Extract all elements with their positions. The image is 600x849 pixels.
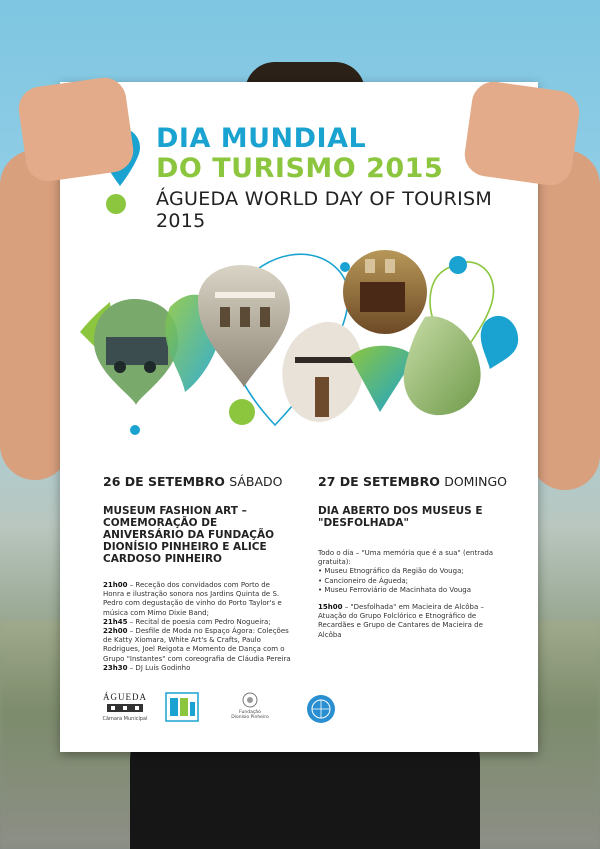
day1-date: 26 DE SETEMBRO xyxy=(103,474,225,489)
fundacao-logo: Fundação Dionísio Pinheiro xyxy=(220,692,280,720)
day1-program xyxy=(103,581,293,673)
program-item: 23h30 – DJ Luís Godinho xyxy=(103,663,191,672)
day1-column xyxy=(103,474,293,673)
museum-item: • Museu Ferroviário de Macinhata do Vouga xyxy=(318,585,472,594)
program-item: 21h45 – Recital de poesia com Pedro Nogueira; xyxy=(103,617,271,626)
agueda-logo: ÁGUEDA Câmara Municipal xyxy=(102,692,148,722)
fundacao-seal-icon xyxy=(242,692,258,708)
day2-column xyxy=(318,474,508,640)
program-item: 22h00 – Desfile de Moda no Espaço Ágora: Coleções de Katty Xiomara, White Art's & Crafts, Paulo Rodrigues, Joel Reigota e Momento de Dança com o Grupo "Instantes" com coreografia de Cláudia Pereira xyxy=(103,627,291,663)
day2-program xyxy=(318,549,508,640)
tourism-badge-icon xyxy=(165,692,199,722)
day2-date-line xyxy=(318,474,508,489)
left-hand xyxy=(16,75,136,184)
day2-intro: Todo o dia – "Uma memória que é a sua" (entrada gratuita): xyxy=(318,549,494,567)
right-arm xyxy=(530,150,600,490)
museum-item: • Cancioneiro de Águeda; xyxy=(318,576,409,585)
day1-weekday: SÁBADO xyxy=(229,474,283,489)
photo-collage xyxy=(80,247,520,447)
museum-item: • Museu Etnográfico da Região do Vouga; xyxy=(318,567,464,576)
united-nations-emblem-icon xyxy=(306,694,336,724)
program-item: 21h00 – Receção dos convidados com Porto de Honra e ilustração sonora nos Jardins Quinta de S. Pedro com degustação de vinho do Porto Taylor's e música com Mimo Dixie Band; xyxy=(103,581,282,617)
day1-date-line xyxy=(103,474,293,489)
agueda-crest-icon xyxy=(105,702,145,714)
right-hand xyxy=(462,79,582,188)
day2-event: 15h00 – "Desfolhada" em Macieira de Alcôba – Atuação do Grupo Folclórico e Etnográfico de Recardães e Grupo de Cantares de Macieira de Alcôba xyxy=(318,603,485,639)
day2-weekday: DOMINGO xyxy=(444,474,508,489)
title-line-2: DO TURISMO 2015 xyxy=(156,153,444,184)
day2-date: 27 DE SETEMBRO xyxy=(318,474,440,489)
day2-heading: DIA ABERTO DOS MUSEUS E "DESFOLHADA" xyxy=(318,505,483,529)
sponsor-logos xyxy=(100,690,510,730)
title-line-1: DIA MUNDIAL xyxy=(156,123,367,154)
subtitle: ÁGUEDA WORLD DAY OF TOURISM 2015 xyxy=(156,188,493,232)
tourism-day-poster xyxy=(60,82,538,752)
day1-heading: MUSEUM FASHION ART – COMEMORAÇÃO DE ANIVERSÁRIO DA FUNDAÇÃO DIONÍSIO PINHEIRO E ALICE CARDOSO PINHEIRO xyxy=(103,505,275,565)
